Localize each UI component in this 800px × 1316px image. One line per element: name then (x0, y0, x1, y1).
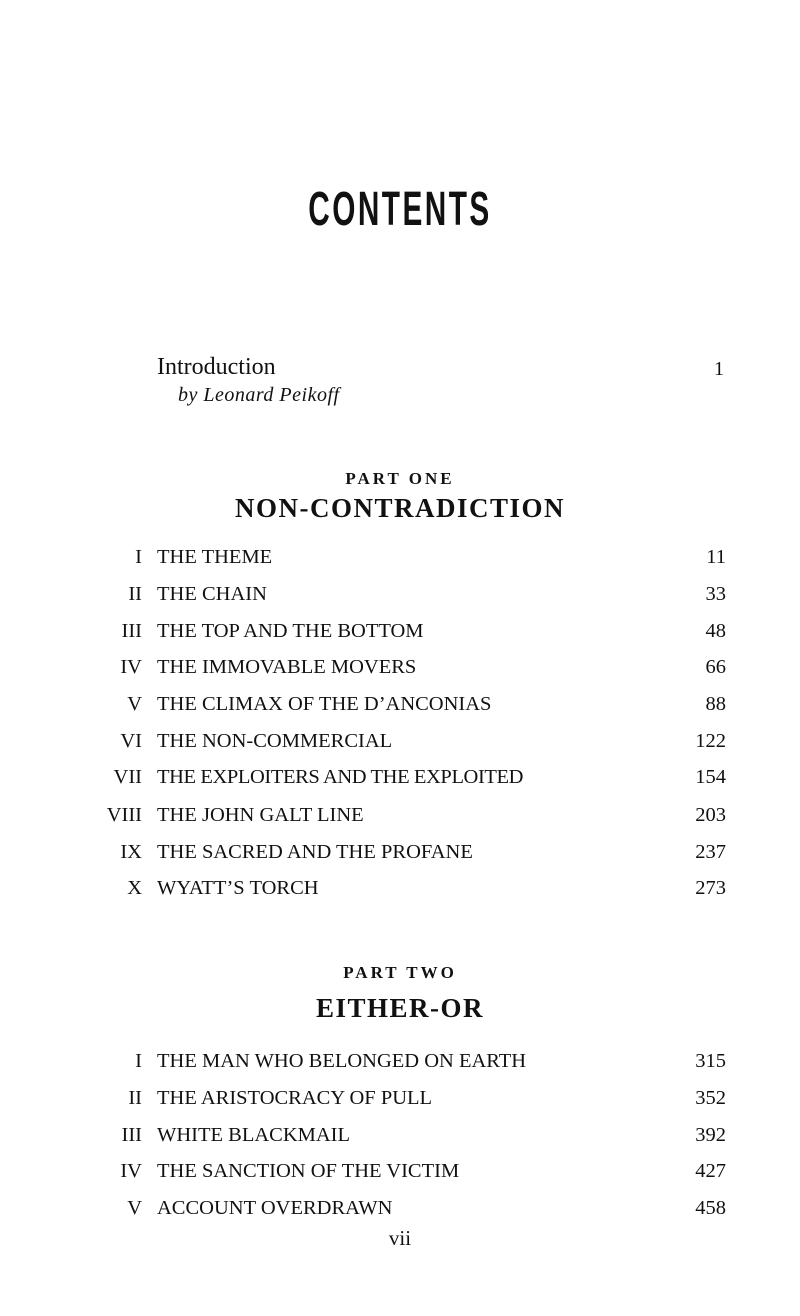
chapter-title: THE IMMOVABLE MOVERS (157, 656, 417, 678)
chapter-page-number: 352 (695, 1087, 726, 1109)
chapter-page-number: 427 (695, 1160, 726, 1182)
chapter-number: IX (120, 841, 142, 863)
chapter-page-number: 237 (695, 841, 726, 863)
chapter-row[interactable] (0, 1119, 800, 1151)
part-two-label: PART TWO (343, 963, 457, 982)
chapter-title: THE JOHN GALT LINE (157, 804, 364, 826)
chapter-row[interactable] (0, 1082, 800, 1114)
chapter-title: THE CLIMAX OF THE D’ANCONIAS (157, 693, 492, 715)
chapter-page-number: 33 (705, 583, 726, 605)
chapter-number: VII (113, 766, 142, 788)
chapter-number: V (127, 1197, 142, 1219)
chapter-page-number: 154 (695, 766, 726, 788)
chapter-number: I (135, 1050, 142, 1072)
chapter-number: VI (120, 730, 142, 752)
chapter-number: IV (120, 1160, 142, 1182)
chapter-title: WHITE BLACKMAIL (157, 1124, 351, 1146)
chapter-title: THE NON-COMMERCIAL (157, 730, 393, 752)
chapter-page-number: 88 (705, 693, 726, 715)
part-one-name: NON-CONTRADICTION (234, 493, 565, 523)
chapter-title: THE MAN WHO BELONGED ON EARTH (157, 1050, 527, 1072)
chapter-row[interactable] (0, 836, 800, 868)
chapter-number: II (128, 583, 142, 605)
chapter-page-number: 48 (705, 620, 726, 642)
chapter-page-number: 122 (695, 730, 726, 752)
chapter-row[interactable] (0, 615, 800, 647)
chapter-page-number: 392 (695, 1124, 726, 1146)
part-one-label: PART ONE (345, 469, 455, 488)
chapter-row[interactable] (0, 1045, 800, 1077)
chapter-number: X (127, 877, 142, 899)
introduction-page-number: 1 (714, 358, 724, 380)
chapter-row[interactable] (0, 688, 800, 720)
page-folio: vii (388, 1226, 412, 1250)
chapter-number: V (127, 693, 142, 715)
chapter-row[interactable] (0, 651, 800, 683)
chapter-title: THE SANCTION OF THE VICTIM (157, 1160, 460, 1182)
introduction-title: Introduction (157, 354, 276, 380)
chapter-title: ACCOUNT OVERDRAWN (157, 1197, 393, 1219)
chapter-row[interactable] (0, 725, 800, 757)
chapter-row[interactable] (0, 872, 800, 904)
chapter-page-number: 458 (695, 1197, 726, 1219)
chapter-row[interactable] (0, 761, 800, 793)
chapter-number: II (128, 1087, 142, 1109)
introduction-author: by Leonard Peikoff (178, 384, 340, 406)
chapter-page-number: 315 (695, 1050, 726, 1072)
chapter-page-number: 203 (695, 804, 726, 826)
chapter-number: III (121, 1124, 142, 1146)
chapter-title: THE TOP AND THE BOTTOM (157, 620, 424, 642)
chapter-page-number: 273 (695, 877, 726, 899)
chapter-number: III (121, 620, 142, 642)
chapter-page-number: 11 (706, 546, 726, 568)
chapter-title: THE SACRED AND THE PROFANE (157, 841, 473, 863)
chapter-row[interactable] (0, 541, 800, 573)
chapter-row[interactable] (0, 1155, 800, 1187)
chapter-row[interactable] (0, 1192, 800, 1224)
chapter-page-number: 66 (705, 656, 726, 678)
chapter-number: IV (120, 656, 142, 678)
chapter-row[interactable] (0, 799, 800, 831)
chapter-title: THE THEME (157, 546, 273, 568)
chapter-title: THE CHAIN (157, 583, 267, 605)
chapter-title: THE EXPLOITERS AND THE EXPLOITED (157, 766, 524, 788)
chapter-title: WYATT’S TORCH (157, 877, 319, 899)
page-title: CONTENTS (308, 183, 492, 236)
chapter-row[interactable] (0, 578, 800, 610)
part-two-name: EITHER-OR (315, 993, 485, 1023)
chapter-title: THE ARISTOCRACY OF PULL (157, 1087, 433, 1109)
chapter-number: I (135, 546, 142, 568)
chapter-number: VIII (106, 804, 142, 826)
